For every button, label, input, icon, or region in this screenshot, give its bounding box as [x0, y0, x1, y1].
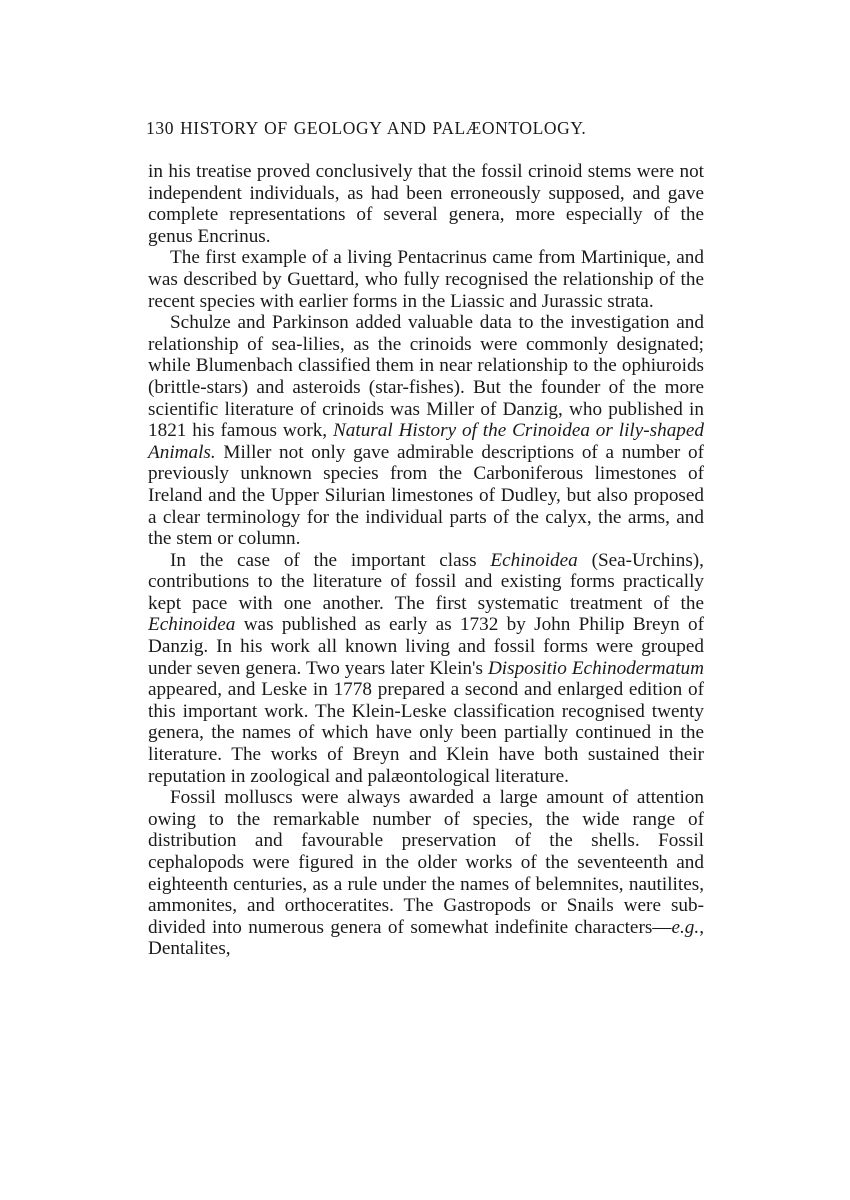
- paragraph-4-text-a: In the case of the important class: [170, 549, 491, 571]
- paragraph-5-text-b: , Dentalites,: [148, 916, 704, 960]
- taxon-echinoidea: Echinoidea: [490, 549, 578, 571]
- paragraph-4-text-d: appeared, and Leske in 1778 prepared a second and enlarged edition of this important work. The Klein-Leske classification recognised twenty genera, the names of which have only been partially continued in the literature. The works of Breyn and Klein have both sustained their reputation in zoological and palæontological literature.: [148, 679, 704, 787]
- running-header: [146, 118, 704, 139]
- abbrev-eg: e.g.: [671, 916, 700, 938]
- paragraph-2-text: The first example of a living Pentacrinus came from Martinique, and was described by Guettard, who fully recognised the relationship of the recent species with earlier forms in the Liassic and Jurassic strata.: [148, 247, 704, 312]
- taxon-echinoidea-2: Echinoidea: [148, 614, 236, 636]
- paragraph-5-text-a: Fossil molluscs were always awarded a large amount of attention owing to the remarkable number of species, the wide range of distribution and favourable preservation of the shells. Fossil cephalopods were figured in the older works of the seventeenth and eighteenth centuries, as a rule under the names of belemnites, nautilites, ammonites, and orthoceratites. The Gastropods or Snails were sub-divided into numerous genera of somewhat indefinite characters—: [148, 787, 704, 938]
- paragraph-3-text-a: Schulze and Parkinson added valuable data to the investigation and relationship of sea-lilies, as the crinoids were commonly designated; while Blumenbach classified them in near relationship to the ophiuroids (brittle-stars) and asteroids (star-fishes). But the founder of the more scientific literature of crinoids was Miller of Danzig, who published in 1821 his famous work,: [148, 312, 704, 442]
- paragraph-4-text-b: (Sea-Urchins), contributions to the literature of fossil and existing forms practically kept pace with one another. The first systematic treatment of the: [148, 549, 704, 614]
- paragraph-4-text-c: was published as early as 1732 by John Philip Breyn of Danzig. In his work all known living and fossil forms were grouped under seven genera. Two years later Klein's: [148, 614, 704, 679]
- running-title: HISTORY OF GEOLOGY AND PALÆONTOLOGY.: [180, 118, 587, 138]
- paragraph-4: [148, 550, 704, 788]
- paragraph-3: [148, 312, 704, 550]
- paragraph-3-text-b: Miller not only gave admirable descriptions of a number of previously unknown species from the Carboniferous limestones of Ireland and the Upper Silurian limestones of Dudley, but also proposed a clear terminology for the individual parts of the calyx, the arms, and the stem or column.: [148, 441, 704, 550]
- page-number: 130: [146, 118, 175, 138]
- book-title-dispositio: Dispositio Echinodermatum: [487, 657, 704, 679]
- paragraph-2: [148, 247, 704, 312]
- paragraph-1-text: in his treatise proved conclusively that the fossil crinoid stems were not independent individuals, as had been erroneously supposed, and gave complete representations of several genera, more especially of the genus Encrinus.: [148, 161, 704, 247]
- paragraph-1: [148, 161, 704, 247]
- book-page: [148, 118, 704, 960]
- paragraph-5: [148, 787, 704, 960]
- book-title-natural-history: Natural History of the Crinoidea or lily-shaped Animals.: [148, 420, 704, 463]
